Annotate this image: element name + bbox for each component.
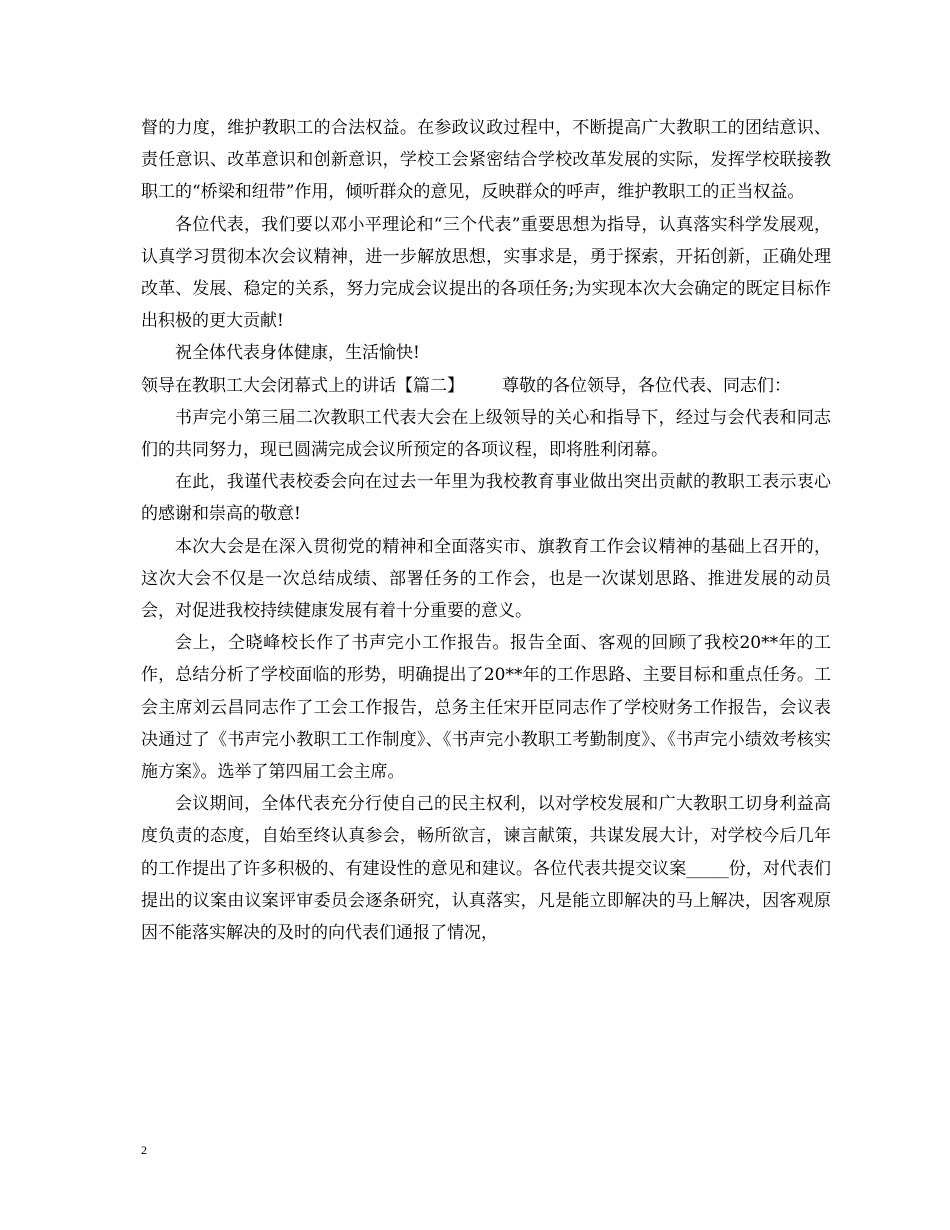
paragraph-wishes: 祝全体代表身体健康，生活愉快! <box>175 343 420 364</box>
paragraph-thanks: 在此，我谨代表校委会向在过去一年里为我校教育事业做出突出贡献的教职工表示衷心的感谢和崇高的敬意! <box>141 472 831 525</box>
paragraph-significance: 本次大会是在深入贯彻党的精神和全面落实市、旗教育工作会议精神的基础上召开的，这次大会不仅是一次总结成绩、部署任务的工作会，也是一次谋划思路、推进发展的动员会，对促进我校持续健康发展有着十分重要的意义。 <box>141 536 831 622</box>
section-heading: 领导在教职工大会闭幕式上的讲话【篇二】 <box>141 375 464 396</box>
section-heading-line <box>141 370 831 402</box>
page-number: 2 <box>141 1143 147 1157</box>
salutation: 尊敬的各位领导，各位代表、同志们： <box>502 375 791 396</box>
paragraph-proposals: 会议期间，全体代表充分行使自己的民主权利，以对学校发展和广大教职工切身利益高度负责的态度，自始至终认真参会，畅所欲言，谏言献策，共谋发展大计，对学校今后几年的工作提出了许多积极的、有建设性的意见和建议。各位代表共提交议案_____份，对代表们提出的议案由议案评审委员会逐条研究，认真落实，凡是能立即解决的马上解决，因客观原因不能落实解决的及时的向代表们通报了情况， <box>141 794 831 944</box>
paragraph-guidance: 各位代表，我们要以邓小平理论和“三个代表”重要思想为指导，认真落实科学发展观，认真学习贯彻本次会议精神，进一步解放思想，实事求是，勇于探索，开拓创新，正确处理改革、发展、稳定的关系，努力完成会议提出的各项任务;为实现本次大会确定的既定目标作出积极的更大贡献! <box>141 214 831 332</box>
paragraph-continued: 督的力度，维护教职工的合法权益。在参政议政过程中，不断提高广大教职工的团结意识、责任意识、改革意识和创新意识，学校工会紧密结合学校改革发展的实际，发挥学校联接教职工的“桥梁和纽带”作用，倾听群众的意见，反映群众的呼声，维护教职工的正当权益。 <box>141 118 831 203</box>
paragraph-closing-intro: 书声完小第三届二次教职工代表大会在上级领导的关心和指导下，经过与会代表和同志们的共同努力，现已圆满完成会议所预定的各项议程，即将胜利闭幕。 <box>141 407 831 461</box>
document-body <box>141 112 831 949</box>
paragraph-reports: 会上，仝晓峰校长作了书声完小工作报告。报告全面、客观的回顾了我校20**年的工作，总结分析了学校面临的形势，明确提出了20**年的工作思路、主要目标和重点任务。工会主席刘云昌同志作了工会工作报告，总务主任宋开臣同志作了学校财务工作报告，会议表决通过了《书声完小教职工工作制度》、《书声完小教职工考勤制度》、《书声完小绩效考核实施方案》。选举了第四届工会主席。 <box>141 633 831 783</box>
